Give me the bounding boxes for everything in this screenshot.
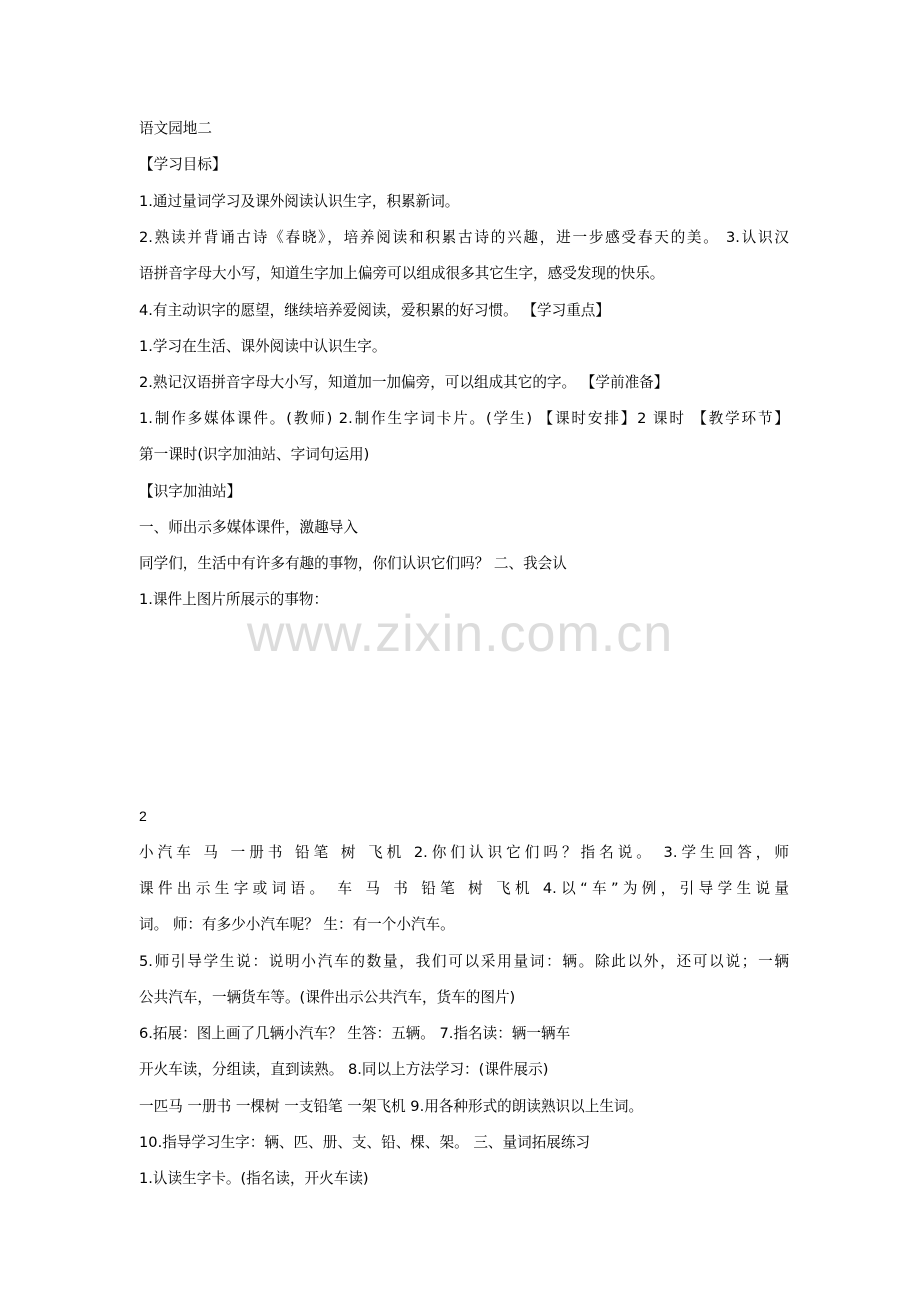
text-line: 第一课时(识字加油站、字词句运用)	[139, 446, 370, 463]
text-line: 1.课件上图片所展示的事物：	[139, 591, 329, 608]
section-title: 语文园地二	[139, 120, 212, 137]
text-line: 语拼音字母大小写，知道生字加上偏旁可以组成很多其它生字，感受发现的快乐。	[139, 265, 665, 282]
text-line: 1.认读生字卡。(指名读，开火车读)	[139, 1170, 369, 1187]
text-line: 1.通过量词学习及课外阅读认识生字，积累新词。	[139, 193, 460, 210]
text-line: 一、师出示多媒体课件，激趣导入	[139, 519, 358, 536]
text-line: 1.学习在生活、课外阅读中认识生字。	[139, 338, 387, 355]
text-line: 5.师引导学生说：说明小汽车的数量，我们可以采用量词：辆。除此以外，还可以说；一辆	[139, 953, 789, 970]
text-line: 10.指导学习生字：辆、匹、册、支、铅、棵、架。 三、量词拓展练习	[139, 1134, 591, 1151]
text-line: 一匹马 一册书 一棵树 一支铅笔 一架飞机 9.用各种形式的朗读熟识以上生词。	[139, 1098, 644, 1115]
text-line: 2.熟记汉语拼音字母大小写，知道加一加偏旁，可以组成其它的字。 【学前准备】	[139, 374, 669, 391]
page-number: 2	[139, 808, 147, 824]
text-line: 小汽车 马 一册书 铅笔 树 飞机 2.你们认识它们吗？指名说。 3.学生回答，师	[139, 844, 789, 861]
text-line: 公共汽车，一辆货车等。(课件出示公共汽车，货车的图片)	[139, 989, 516, 1006]
heading-literacy: 【识字加油站】	[139, 483, 242, 500]
text-line: 6.拓展：图上画了几辆小汽车？ 生答：五辆。 7.指名读：辆一辆车	[139, 1025, 571, 1042]
text-line: 同学们，生活中有许多有趣的事物，你们认识它们吗？ 二、我会认	[139, 555, 567, 572]
watermark: www.zixin.com.cn	[246, 605, 674, 663]
text-line: 4.有主动识字的愿望，继续培养爱阅读，爱积累的好习惯。 【学习重点】	[139, 302, 610, 319]
text-line: 课件出示生字或词语。 车 马 书 铅笔 树 飞机 4.以“车”为例，引导学生说量	[139, 880, 789, 897]
text-line: 2.熟读并背诵古诗《春晓》，培养阅读和积累古诗的兴趣，进一步感受春天的美。 3.认识汉	[139, 229, 789, 246]
text-line: 开火车读，分组读，直到读熟。 8.同以上方法学习：(课件展示)	[139, 1061, 549, 1078]
heading-learning-goals: 【学习目标】	[139, 156, 227, 173]
text-line: 词。 师：有多少小汽车呢？ 生：有一个小汽车。	[139, 916, 455, 933]
text-line: 1.制作多媒体课件。(教师) 2.制作生字词卡片。(学生) 【课时安排】2 课时 【教学环节】	[139, 410, 789, 427]
